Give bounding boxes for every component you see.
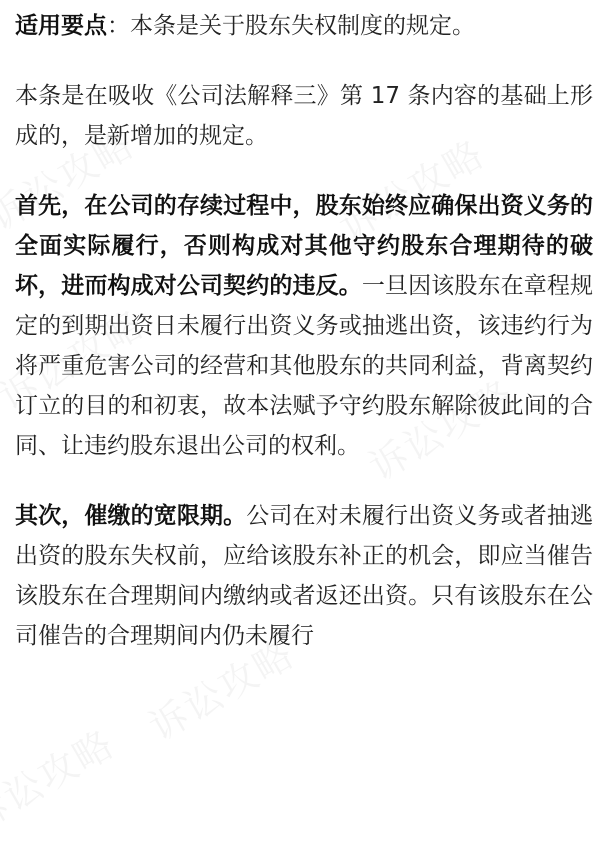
secondly-text: 公司在对未履行出资义务或者抽逃出资的股东失权前，应给该股东补正的机会，即应当催告该股东在合理期间内缴纳或者返还出资。只有该股东在公司催告的合理期间内仍未履行 [15, 503, 593, 649]
article-body [15, 6, 593, 686]
origin-text: 本条是在吸收《公司法解释三》第 17 条内容的基础上形成的，是新增加的规定。 [15, 83, 593, 149]
applicable-points-heading: 适用要点 [15, 13, 107, 39]
paragraph-applicable-points [15, 6, 593, 46]
paragraph-origin [15, 76, 593, 156]
secondly-heading: 其次，催缴的宽限期。 [15, 503, 247, 529]
firstly-heading: 首先，在公司的存续过程中，股东始终应确保出资义务的全面实际履行，否则构成对其他守约股东合理期待的破坏，进而构成对公司契约的违反。 [15, 193, 593, 299]
paragraph-firstly [15, 186, 593, 466]
applicable-points-text: ：本条是关于股东失权制度的规定。 [107, 13, 475, 39]
watermark [0, 714, 123, 841]
paragraph-secondly [15, 496, 593, 656]
firstly-text: 一旦因该股东在章程规定的到期出资日未履行出资义务或抽逃出资，该违约行为将严重危害公司的经营和其他股东的共同利益，背离契约订立的目的和初衷，故本法赋予守约股东解除彼此间的合同、让违约股东退出公司的权利。 [15, 273, 593, 459]
